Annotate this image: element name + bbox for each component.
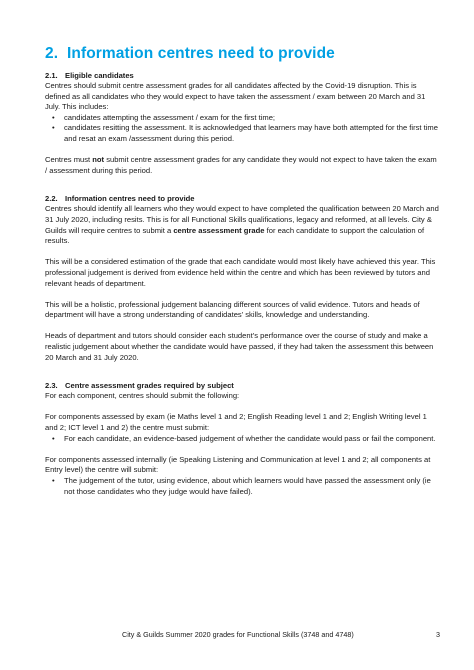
bullet-list [45,434,440,445]
section-number: 2. [45,45,59,62]
subsection-title: Eligible candidates [65,71,134,80]
paragraph: For components assessed internally (ie Speaking Listening and Communication at level 1 and 2; all components at Entry level) the centre will submit: [45,454,431,475]
subsection-heading-2-3 [45,380,440,391]
emphasis: centre assessment grade [173,225,265,235]
bullet-icon: • [52,476,55,485]
bullet-icon: • [52,112,55,122]
subsection-heading-2-1 [45,70,440,81]
section-title: Information centres need to provide [66,45,335,62]
emphasis: not [92,155,105,165]
paragraph: For each component, centres should submit the following: [45,391,240,401]
page-content [45,44,440,497]
list-item: • The judgement of the tutor, using evidence, about which learners would have passed the assessment only (ie not those candidates who they judge would have failed). [52,476,431,496]
paragraph: Centres must not submit centre assessment grades for any candidate they would not expect to have taken the exam / assessment during this period. [45,155,437,175]
paragraph: For components assessed by exam (ie Maths level 1 and 2; English Reading level 1 and 2; English Writing level 1 and 2; ICT level 1 and 2) the centre must submit: [45,412,427,433]
bullet-icon: • [52,433,55,443]
paragraph: This will be a holistic, professional judgement balancing different sources of valid evidence. Tutors and heads of department will have a strong understanding of candidates’ skills, knowledge and understanding. [45,299,420,320]
subsection-number: 2.3. [45,381,58,391]
paragraph: Heads of department and tutors should consider each student’s performance over the course of study and make a realistic judgement about whether the candidate would have passed, if they had taken the assessment this between 20 March and 31 July 2020. [45,331,434,362]
list-item: • For each candidate, an evidence-based judgement of whether the candidate would pass or fail the component. [52,433,436,443]
paragraph: Centres should submit centre assessment grades for all candidates affected by the Covid-19 disruption. This is defined as all candidates who they would expect to have taken the assessment / exam between 20 March and 31 July. This includes: [45,81,426,112]
bullet-icon: • [52,123,55,133]
bullet-list [45,113,440,145]
subsection-title: Information centres need to provide [65,194,195,204]
bullet-list [45,476,440,497]
subsection-number: 2.1. [45,71,58,80]
subsection-number: 2.2. [45,194,58,204]
subsection-title: Centre assessment grades required by subject [65,381,234,391]
paragraph: This will be a considered estimation of the grade that each candidate would most likely have achieved this year. This professional judgement is derived from evidence held within the centre and which has been reviewed by tutors and relevant heads of department. [45,257,436,288]
section-heading [45,44,440,63]
list-item: • candidates resitting the assessment. It is acknowledged that learners may have both attempted for the first time and resat an exam /assessment during this period. [52,123,438,143]
footer-text: City & Guilds Summer 2020 grades for Functional Skills (3748 and 4748) [122,630,354,639]
page-number: 3 [436,630,440,639]
list-item: • candidates attempting the assessment / exam for the first time; [52,112,276,122]
paragraph: Centres should identify all learners who they would expect to have completed the qualification between 20 March and 31 July 2020, including resits. This is for all Functional Skills qualifications, legacy and reformed, at all levels. City & Guilds will require centres to submit a centre assessment grade for each candidate to support the calculation of results. [45,204,439,246]
subsection-heading-2-2 [45,193,440,204]
